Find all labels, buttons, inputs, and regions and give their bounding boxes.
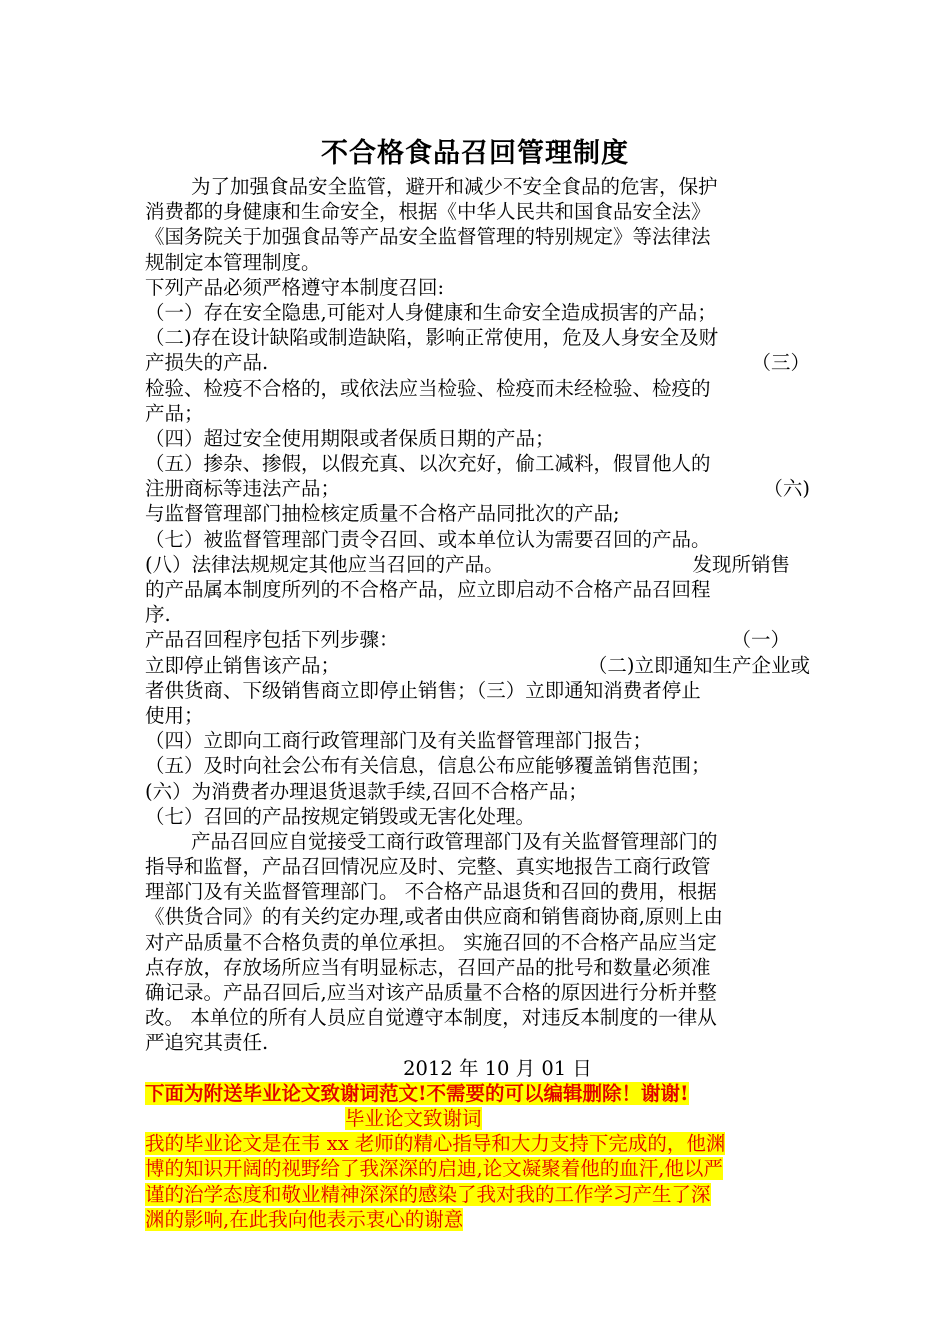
- appendix-notice: [145, 1081, 810, 1106]
- body-line: 《国务院关于加强食品等产品安全监督管理的特别规定》等法律法: [145, 225, 711, 249]
- body-line: [145, 653, 810, 678]
- document-date: 2012 年 10 月 01 日: [403, 1056, 592, 1080]
- line-segment: 产品召回程序包括下列步骤：: [145, 628, 399, 652]
- body-line: （四）超过安全使用期限或者保质日期的产品；: [145, 426, 555, 450]
- body-line: 产品；: [145, 401, 204, 425]
- appendix-heading-text: 毕业论文致谢词: [345, 1106, 482, 1130]
- body-line: （七）召回的产品按规定销毁或无害化处理。: [145, 804, 536, 828]
- body-line: （四）立即向工商行政管理部门及有关监督管理部门报告；: [145, 729, 653, 753]
- body-line: （五）及时向社会公布有关信息，信息公布应能够覆盖销售范围；: [145, 754, 711, 778]
- appendix-line-text: 博的知识开阔的视野给了我深深的启迪,论文凝聚着他的血汗,他以严: [145, 1157, 723, 1181]
- body-line: 的产品属本制度所列的不合格产品，应立即启动不合格产品召回程: [145, 578, 711, 601]
- body-line: [145, 552, 810, 577]
- document-title: 不合格食品召回管理制度: [321, 138, 629, 169]
- line-segment: (八）法律法规规定其他应当召回的产品。: [145, 552, 504, 576]
- body-line: 点存放，存放场所应当有明显标志，召回产品的批号和数量必须准: [145, 955, 711, 979]
- appendix-line: [145, 1207, 810, 1232]
- body-line: [145, 627, 810, 652]
- body-line: 序.: [145, 603, 171, 627]
- line-segment: （一）: [731, 628, 790, 652]
- appendix-line: [145, 1156, 810, 1181]
- line-segment: （三）: [751, 351, 810, 375]
- body-line: 下列产品必须严格遵守本制度召回:: [145, 275, 445, 299]
- appendix-line-text: 谨的治学态度和敬业精神深深的感染了我对我的工作学习产生了深: [145, 1182, 711, 1206]
- body-line: 改。 本单位的所有人员应自觉遵守本制度，对违反本制度的一律从: [145, 1006, 717, 1030]
- appendix-line: [145, 1131, 810, 1156]
- appendix-line-text: 渊的影响,在此我向他表示衷心的谢意: [145, 1207, 464, 1231]
- body-line: （七）被监督管理部门责令召回、或本单位认为需要召回的产品。: [145, 527, 711, 551]
- body-line: 与监督管理部门抽检核定质量不合格产品同批次的产品;: [145, 502, 620, 526]
- body-line: 理部门及有关监督管理部门。 不合格产品退货和召回的费用，根据: [145, 880, 717, 904]
- body-line: 检验、检疫不合格的，或依法应当检验、检疫而未经检验、检疫的: [145, 376, 711, 400]
- body-line: [145, 476, 810, 501]
- body-line: (六）为消费者办理退货退款手续,召回不合格产品；: [145, 779, 588, 803]
- body-line: （五）掺杂、掺假，以假充真、以次充好，偷工减料，假冒他人的: [145, 452, 711, 476]
- appendix-line: [145, 1182, 810, 1207]
- document-body: [145, 174, 810, 1232]
- body-line: 对产品质量不合格负责的单位承担。 实施召回的不合格产品应当定: [145, 930, 717, 954]
- line-segment: （二)立即通知生产企业或: [587, 653, 810, 677]
- body-line: [145, 350, 810, 375]
- body-line: 产品召回应自觉接受工商行政管理部门及有关监督管理部门的: [191, 829, 718, 853]
- body-line: 《供货合同》的有关约定办理,或者由供应商和销售商协商,原则上由: [145, 905, 723, 929]
- line-segment: 立即停止销售该产品；: [145, 653, 341, 677]
- body-line: 确记录。产品召回后,应当对该产品质量不合格的原因进行分析并整: [145, 981, 717, 1004]
- body-line: （一）存在安全隐患,可能对人身健康和生命安全造成损害的产品；: [145, 300, 717, 324]
- body-line: 指导和监督，产品召回情况应及时、完整、真实地报告工商行政管: [145, 855, 711, 879]
- body-line: （二)存在设计缺陷或制造缺陷，影响正常使用，危及人身安全及财: [145, 326, 719, 350]
- body-line: 消费都的身健康和生命安全，根据《中华人民共和国食品安全法》: [145, 200, 711, 224]
- line-segment: 发现所销售: [692, 552, 790, 576]
- appendix-line-text: 我的毕业论文是在韦 xx 老师的精心指导和大力支持下完成的，他渊: [145, 1132, 726, 1156]
- appendix-notice-text: 下面为附送毕业论文致谢词范文!不需要的可以编辑删除！谢谢!: [145, 1081, 689, 1105]
- body-line: 为了加强食品安全监管，避开和减少不安全食品的危害，保护: [191, 175, 718, 198]
- body-line: 严追究其责任.: [145, 1031, 269, 1055]
- body-line: 者供货商、下级销售商立即停止销售；（三）立即通知消费者停止: [145, 678, 701, 702]
- line-segment: 注册商标等违法产品；: [145, 477, 341, 501]
- body-line: 使用；: [145, 703, 204, 727]
- line-segment: （六): [763, 477, 810, 501]
- body-line: 规制定本管理制度。: [145, 250, 321, 274]
- appendix-heading: [145, 1106, 810, 1131]
- line-segment: 产损失的产品.: [145, 351, 269, 375]
